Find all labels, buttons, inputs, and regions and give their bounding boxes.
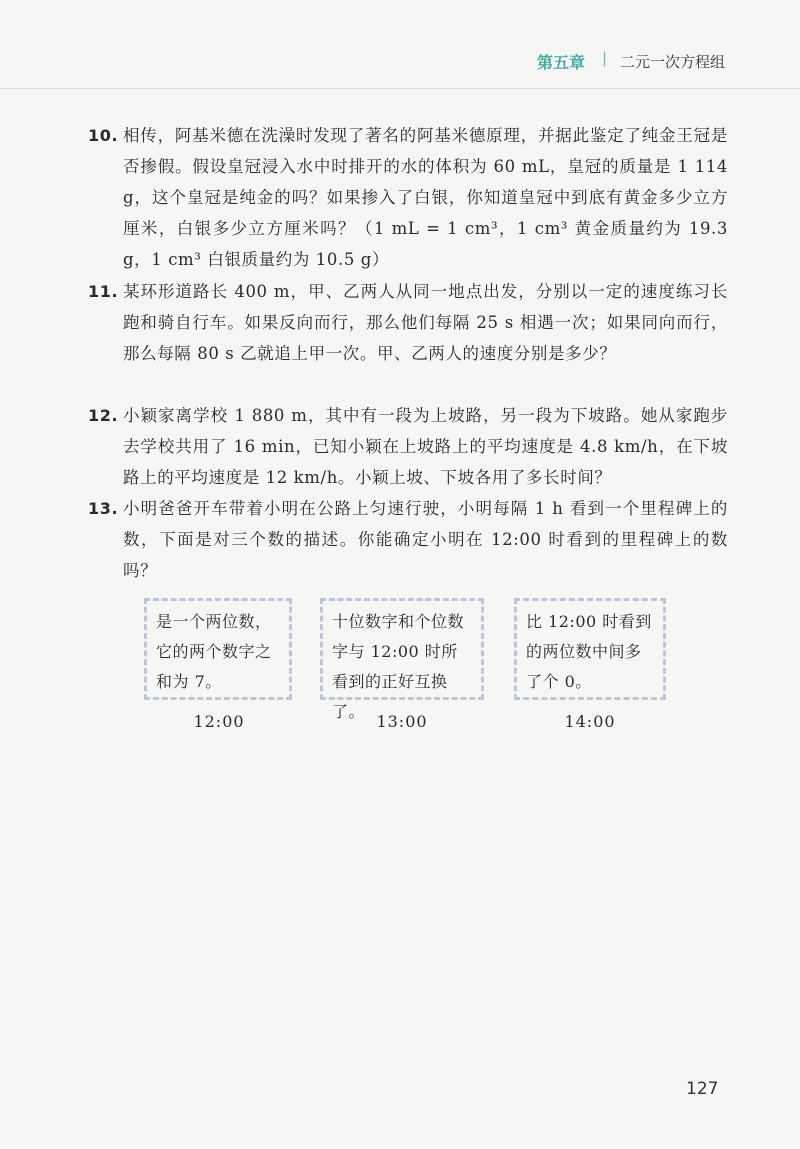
- problem-text: 某环形道路长 400 m，甲、乙两人从同一地点出发，分别以一定的速度练习长跑和骑自行车。如果反向而行，那么他们每隔 25 s 相遇一次；如果同向而行，那么每隔 80 s 乙就追上甲一次。甲、乙两人的速度分别是多少？: [123, 282, 728, 363]
- clue-box-1200: [144, 598, 292, 700]
- clue-time-1400: 14:00: [564, 712, 616, 731]
- problem-10: [88, 120, 728, 275]
- header-separator: |: [602, 49, 608, 67]
- clue-text: 十位数字和个位数字与 12:00 时所看到的正好互换了。: [332, 612, 465, 721]
- chapter-label: 第五章: [537, 53, 586, 72]
- page-number: 127: [686, 1079, 719, 1099]
- problem-11: [88, 276, 728, 369]
- clue-time-1200: 12:00: [193, 712, 245, 731]
- problem-12: [88, 400, 728, 493]
- clue-box-1300: [320, 598, 484, 721]
- clue-text: 比 12:00 时看到的两位数中间多了个 0。: [526, 612, 652, 691]
- problem-number: 12.: [88, 406, 119, 425]
- problem-number: 13.: [88, 499, 119, 518]
- clue-box-1400: [514, 598, 666, 700]
- problem-number: 11.: [88, 282, 119, 301]
- chapter-title: 二元一次方程组: [620, 53, 726, 71]
- clue-text: 是一个两位数，它的两个数字之和为 7。: [156, 612, 272, 691]
- problem-text: 相传，阿基米德在洗澡时发现了著名的阿基米德原理，并据此鉴定了纯金王冠是否掺假。假设皇冠浸入水中时排开的水的体积为 60 mL，皇冠的质量是 1 114 g，这个皇冠是纯金的吗？如果掺入了白银，你知道皇冠中到底有黄金多少立方厘米，白银多少立方厘米吗？（1 mL = 1 cm³，1 cm³ 黄金质量约为 19.3 g，1 cm³ 白银质量约为 10.5 g）: [123, 126, 728, 269]
- header-rule: [0, 88, 800, 89]
- problem-13: [88, 493, 728, 586]
- problem-text: 小明爸爸开车带着小明在公路上匀速行驶，小明每隔 1 h 看到一个里程碑上的数，下面是对三个数的描述。你能确定小明在 12:00 时看到的里程碑上的数吗？: [123, 499, 728, 580]
- page-header: [0, 0, 800, 95]
- problem-text: 小颖家离学校 1 880 m，其中有一段为上坡路，另一段为下坡路。她从家跑步去学校共用了 16 min，已知小颖在上坡路上的平均速度是 4.8 km/h，在下坡路上的平均速度是 12 km/h。小颖上坡、下坡各用了多长时间？: [123, 406, 728, 487]
- problem-number: 10.: [88, 126, 119, 145]
- clue-time-1300: 13:00: [376, 712, 428, 731]
